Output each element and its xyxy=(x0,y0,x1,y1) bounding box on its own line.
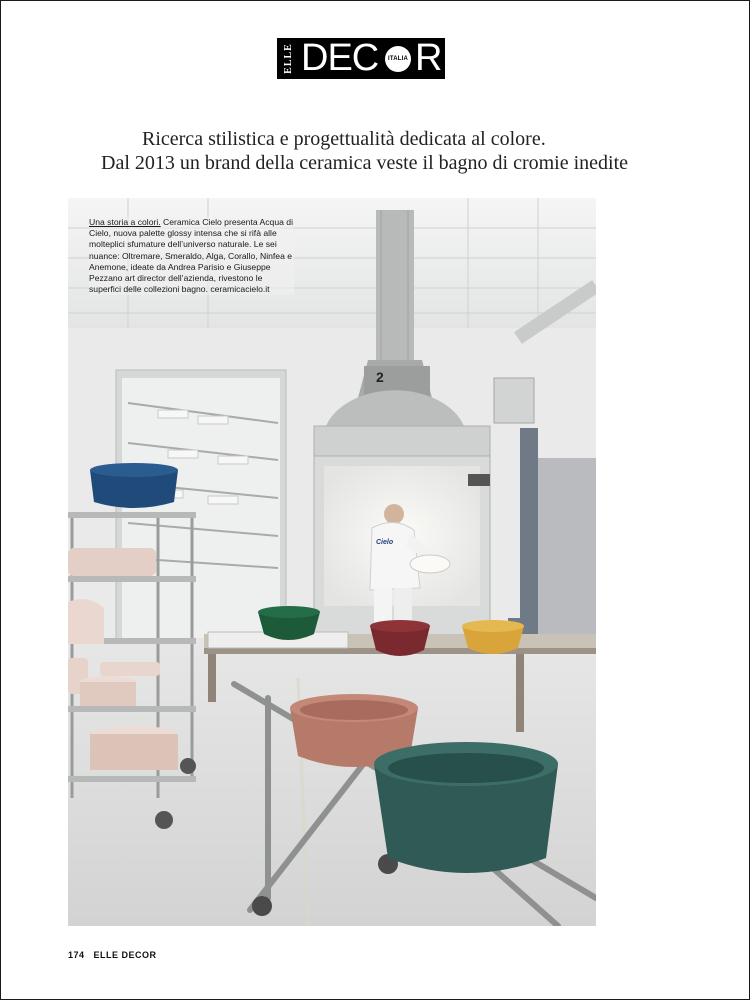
photo-caption xyxy=(89,217,294,295)
deck-line-2: Dal 2013 un brand della ceramica veste il bagno di cromie inedite xyxy=(101,152,629,174)
deck-line-1: Ricerca stilistica e progettualità dedicata al colore. xyxy=(142,128,546,150)
caption-lead: Una storia a colori. xyxy=(89,217,161,227)
logo-italia-badge: ITALIA xyxy=(385,46,411,72)
article-deck xyxy=(60,127,700,175)
publication-name: ELLE DECOR xyxy=(93,950,157,960)
page-folio xyxy=(68,950,157,960)
logo-decor: DEC xyxy=(301,37,379,79)
shirt-logo: Cielo xyxy=(376,539,394,546)
elle-decor-logo xyxy=(277,38,445,79)
page-number: 174 xyxy=(68,950,85,960)
caption-body: Ceramica Cielo presenta Acqua di Cielo, nuova palette glossy intensa che si rifà alle molteplici sfumature dell’universo naturale. Le sei nuance: Oltremare, Smeraldo, Alga, Corallo, Ninfea e Anemone, ideate da Andrea Parisio e Giuseppe Pezzano art director dell’azienda, rivestono le superfici delle collezioni bagno. ceramicacielo.it xyxy=(89,217,293,295)
logo-decor-r: R xyxy=(415,37,443,79)
logo-elle: ELLE xyxy=(282,43,294,74)
booth-number: 2 xyxy=(376,369,384,385)
factory-photo xyxy=(68,198,596,926)
